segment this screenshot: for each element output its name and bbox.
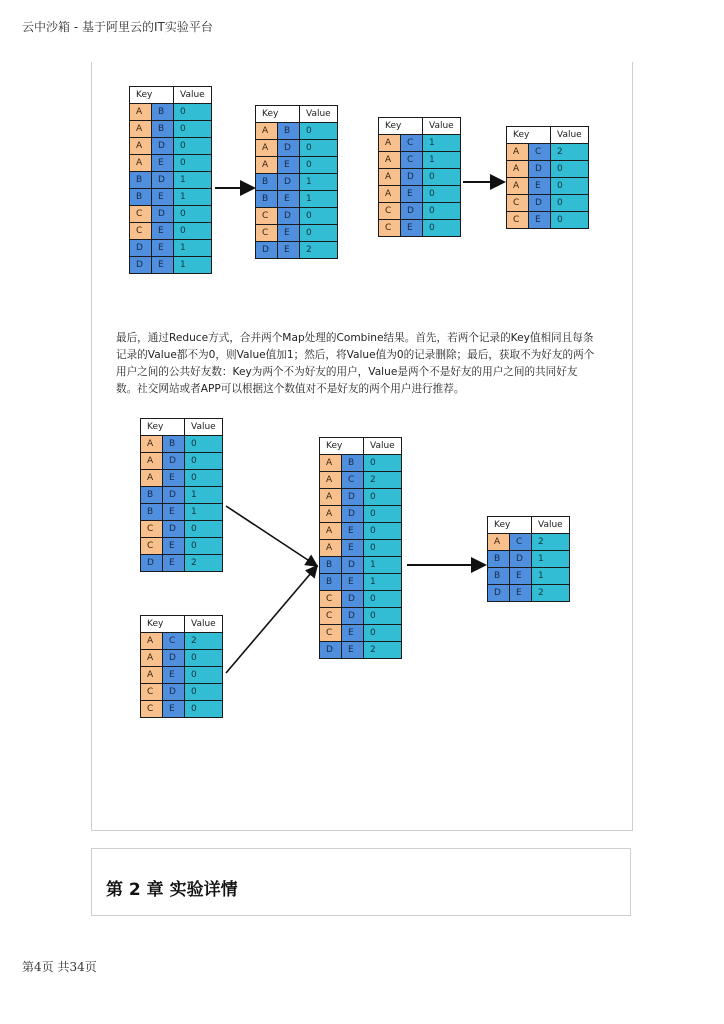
key-cell-2: E <box>278 157 300 174</box>
key-cell-2: D <box>342 489 364 506</box>
table-row <box>379 152 461 169</box>
table-combined-map-b <box>506 126 589 229</box>
value-cell: 2 <box>185 633 223 650</box>
value-cell: 2 <box>532 534 570 551</box>
key-cell-1: C <box>141 701 163 718</box>
table-row <box>507 178 589 195</box>
key-cell-2: E <box>342 574 364 591</box>
value-cell: 0 <box>364 506 402 523</box>
key-cell-2: E <box>342 625 364 642</box>
key-cell-1: A <box>141 470 163 487</box>
key-cell-1: B <box>141 487 163 504</box>
key-cell-1: C <box>507 212 529 229</box>
value-cell: 1 <box>364 574 402 591</box>
key-cell-2: E <box>152 257 174 274</box>
value-cell: 1 <box>532 568 570 585</box>
key-cell-1: A <box>507 161 529 178</box>
value-cell: 1 <box>174 189 212 206</box>
table-header-row <box>256 106 338 123</box>
key-cell-2: D <box>529 195 551 212</box>
key-cell-1: D <box>130 257 152 274</box>
value-cell: 0 <box>364 625 402 642</box>
table-row <box>256 174 338 191</box>
value-cell: 2 <box>532 585 570 602</box>
value-cell: 0 <box>300 140 338 157</box>
key-cell-1: C <box>141 521 163 538</box>
header-value: Value <box>364 438 402 455</box>
table-row <box>379 186 461 203</box>
table-row <box>141 555 223 572</box>
key-cell-2: D <box>163 521 185 538</box>
table-row <box>141 633 223 650</box>
explanation-paragraph: 最后，通过Reduce方式，合并两个Map处理的Combine结果。首先，若两个记录的Key值相同且每条 记录的Value都不为0，则Value值加1；然后，将Value值为0的记录删除；最后，获取不为好友的两个 用户之间的公共好友数：Key为两个不为好友的用户，Value是两个不是好友的用户之间的共同好友 数。社交网站或者APP可以根据这个数值对不是好友的两个用户进行推荐。 <box>116 332 595 395</box>
key-cell-1: C <box>320 591 342 608</box>
header-key: Key <box>256 106 300 123</box>
key-cell-1: B <box>130 172 152 189</box>
value-cell: 1 <box>174 257 212 274</box>
header-key: Key <box>320 438 364 455</box>
key-cell-1: C <box>141 538 163 555</box>
header-key: Key <box>507 127 551 144</box>
key-cell-2: D <box>163 684 185 701</box>
key-cell-2: C <box>529 144 551 161</box>
key-cell-1: B <box>141 504 163 521</box>
table-row <box>379 135 461 152</box>
table-reduce-result <box>487 516 570 602</box>
key-cell-2: E <box>510 568 532 585</box>
key-cell-1: C <box>130 206 152 223</box>
value-cell: 0 <box>551 195 589 212</box>
key-cell-2: E <box>163 470 185 487</box>
key-cell-2: E <box>163 555 185 572</box>
key-cell-2: C <box>401 152 423 169</box>
key-cell-2: D <box>278 174 300 191</box>
key-cell-2: E <box>342 540 364 557</box>
table-header-row <box>488 517 570 534</box>
key-cell-1: B <box>488 568 510 585</box>
value-cell: 1 <box>364 557 402 574</box>
header-value: Value <box>300 106 338 123</box>
table-header-row <box>507 127 589 144</box>
table-row <box>320 455 402 472</box>
key-cell-2: E <box>510 585 532 602</box>
key-cell-1: B <box>256 191 278 208</box>
key-cell-1: B <box>488 551 510 568</box>
key-cell-1: A <box>141 633 163 650</box>
value-cell: 0 <box>300 225 338 242</box>
table-row <box>130 257 212 274</box>
value-cell: 0 <box>300 157 338 174</box>
table-row <box>141 684 223 701</box>
table-row <box>141 667 223 684</box>
table-row <box>507 212 589 229</box>
value-cell: 0 <box>364 489 402 506</box>
key-cell-1: D <box>488 585 510 602</box>
page-header: 云中沙箱 - 基于阿里云的IT实验平台 <box>22 20 213 34</box>
header-value: Value <box>551 127 589 144</box>
table-row <box>130 223 212 240</box>
key-cell-2: E <box>152 223 174 240</box>
key-cell-2: D <box>401 169 423 186</box>
value-cell: 2 <box>364 642 402 659</box>
value-cell: 0 <box>185 684 223 701</box>
key-cell-2: D <box>278 140 300 157</box>
table-row <box>379 203 461 220</box>
table-row <box>141 650 223 667</box>
value-cell: 0 <box>423 186 461 203</box>
header-value: Value <box>423 118 461 135</box>
key-cell-1: A <box>256 157 278 174</box>
key-cell-2: B <box>342 455 364 472</box>
value-cell: 0 <box>185 436 223 453</box>
value-cell: 0 <box>551 161 589 178</box>
header-value: Value <box>185 616 223 633</box>
table-row <box>507 195 589 212</box>
key-cell-2: C <box>510 534 532 551</box>
table-reduce-input-b <box>140 615 223 718</box>
value-cell: 1 <box>185 487 223 504</box>
table-row <box>130 138 212 155</box>
header-key: Key <box>379 118 423 135</box>
value-cell: 1 <box>300 174 338 191</box>
key-cell-2: C <box>401 135 423 152</box>
value-cell: 0 <box>364 591 402 608</box>
table-row <box>130 172 212 189</box>
key-cell-1: A <box>320 472 342 489</box>
key-cell-1: B <box>256 174 278 191</box>
key-cell-1: D <box>256 242 278 259</box>
key-cell-1: A <box>507 178 529 195</box>
table-initial-map-b <box>378 117 461 237</box>
table-header-row <box>320 438 402 455</box>
key-cell-2: E <box>529 178 551 195</box>
value-cell: 0 <box>185 521 223 538</box>
header-key: Key <box>141 616 185 633</box>
key-cell-2: C <box>163 633 185 650</box>
table-header-row <box>141 419 223 436</box>
key-cell-2: B <box>152 104 174 121</box>
key-cell-2: D <box>163 453 185 470</box>
key-cell-2: D <box>342 608 364 625</box>
key-cell-1: A <box>488 534 510 551</box>
value-cell: 1 <box>532 551 570 568</box>
key-cell-2: D <box>342 506 364 523</box>
key-cell-1: C <box>130 223 152 240</box>
value-cell: 1 <box>423 152 461 169</box>
table-row <box>320 625 402 642</box>
key-cell-1: B <box>130 189 152 206</box>
table-row <box>141 453 223 470</box>
table-row <box>320 642 402 659</box>
value-cell: 0 <box>185 667 223 684</box>
value-cell: 0 <box>364 540 402 557</box>
key-cell-2: E <box>342 523 364 540</box>
table-row <box>256 123 338 140</box>
value-cell: 0 <box>185 453 223 470</box>
key-cell-2: D <box>152 172 174 189</box>
table-row <box>141 504 223 521</box>
key-cell-2: D <box>278 208 300 225</box>
key-cell-2: D <box>152 206 174 223</box>
chapter-section <box>91 848 631 916</box>
table-row <box>488 585 570 602</box>
value-cell: 2 <box>364 472 402 489</box>
key-cell-2: D <box>510 551 532 568</box>
table-header-row <box>130 87 212 104</box>
key-cell-2: B <box>278 123 300 140</box>
table-row <box>507 161 589 178</box>
key-cell-2: E <box>163 504 185 521</box>
value-cell: 1 <box>300 191 338 208</box>
key-cell-1: D <box>141 555 163 572</box>
value-cell: 2 <box>185 555 223 572</box>
table-row <box>507 144 589 161</box>
value-cell: 0 <box>174 121 212 138</box>
value-cell: 1 <box>423 135 461 152</box>
key-cell-1: A <box>130 155 152 172</box>
value-cell: 0 <box>174 104 212 121</box>
key-cell-2: D <box>163 487 185 504</box>
key-cell-1: D <box>320 642 342 659</box>
key-cell-1: C <box>256 208 278 225</box>
key-cell-2: D <box>163 650 185 667</box>
value-cell: 0 <box>174 206 212 223</box>
key-cell-2: E <box>152 240 174 257</box>
table-row <box>130 206 212 223</box>
table-row <box>141 487 223 504</box>
key-cell-1: C <box>320 608 342 625</box>
table-row <box>320 557 402 574</box>
table-merged <box>319 437 402 659</box>
key-cell-2: E <box>278 191 300 208</box>
key-cell-2: E <box>342 642 364 659</box>
value-cell: 1 <box>174 240 212 257</box>
table-row <box>320 608 402 625</box>
key-cell-1: D <box>130 240 152 257</box>
key-cell-1: A <box>141 650 163 667</box>
table-row <box>256 157 338 174</box>
key-cell-1: C <box>256 225 278 242</box>
table-header-row <box>379 118 461 135</box>
value-cell: 0 <box>185 538 223 555</box>
key-cell-2: D <box>401 203 423 220</box>
key-cell-2: E <box>152 155 174 172</box>
key-cell-1: A <box>379 152 401 169</box>
key-cell-2: D <box>342 557 364 574</box>
table-row <box>256 225 338 242</box>
key-cell-1: B <box>320 557 342 574</box>
value-cell: 0 <box>364 455 402 472</box>
value-cell: 0 <box>185 470 223 487</box>
key-cell-1: A <box>130 138 152 155</box>
header-key: Key <box>141 419 185 436</box>
table-row <box>320 523 402 540</box>
table-row <box>320 489 402 506</box>
key-cell-2: E <box>401 186 423 203</box>
table-row <box>130 121 212 138</box>
value-cell: 1 <box>174 172 212 189</box>
table-initial-map-a <box>129 86 212 274</box>
table-row <box>320 472 402 489</box>
key-cell-2: B <box>152 121 174 138</box>
table-row <box>130 104 212 121</box>
table-row <box>320 574 402 591</box>
key-cell-1: C <box>507 195 529 212</box>
table-row <box>256 208 338 225</box>
key-cell-2: E <box>278 225 300 242</box>
table-row <box>256 191 338 208</box>
key-cell-2: D <box>152 138 174 155</box>
value-cell: 0 <box>174 138 212 155</box>
key-cell-1: B <box>320 574 342 591</box>
key-cell-2: D <box>342 591 364 608</box>
key-cell-2: E <box>152 189 174 206</box>
key-cell-1: C <box>379 220 401 237</box>
header-value: Value <box>174 87 212 104</box>
table-row <box>488 568 570 585</box>
key-cell-1: C <box>141 684 163 701</box>
key-cell-1: A <box>320 489 342 506</box>
table-row <box>256 242 338 259</box>
key-cell-1: A <box>130 104 152 121</box>
table-combined-map-a <box>255 105 338 259</box>
key-cell-1: A <box>320 523 342 540</box>
table-row <box>141 470 223 487</box>
key-cell-1: A <box>141 436 163 453</box>
key-cell-1: A <box>256 140 278 157</box>
table-header-row <box>141 616 223 633</box>
header-key: Key <box>130 87 174 104</box>
key-cell-1: A <box>256 123 278 140</box>
key-cell-1: C <box>320 625 342 642</box>
table-row <box>130 155 212 172</box>
value-cell: 0 <box>300 208 338 225</box>
key-cell-2: D <box>529 161 551 178</box>
chapter-title: 第 2 章 实验详情 <box>106 880 238 900</box>
table-row <box>488 534 570 551</box>
value-cell: 2 <box>551 144 589 161</box>
value-cell: 2 <box>300 242 338 259</box>
table-row <box>141 436 223 453</box>
table-row <box>141 521 223 538</box>
key-cell-1: C <box>379 203 401 220</box>
key-cell-1: A <box>379 169 401 186</box>
table-row <box>141 538 223 555</box>
header-value: Value <box>532 517 570 534</box>
header-value: Value <box>185 419 223 436</box>
table-row <box>320 591 402 608</box>
key-cell-1: A <box>130 121 152 138</box>
table-row <box>130 189 212 206</box>
key-cell-1: A <box>379 135 401 152</box>
value-cell: 0 <box>551 212 589 229</box>
value-cell: 1 <box>185 504 223 521</box>
table-row <box>488 551 570 568</box>
value-cell: 0 <box>185 701 223 718</box>
key-cell-1: A <box>379 186 401 203</box>
key-cell-2: E <box>529 212 551 229</box>
page-footer: 第4页 共34页 <box>22 960 97 974</box>
table-row <box>320 506 402 523</box>
header-key: Key <box>488 517 532 534</box>
table-row <box>320 540 402 557</box>
value-cell: 0 <box>423 220 461 237</box>
value-cell: 0 <box>423 203 461 220</box>
table-reduce-input-a <box>140 418 223 572</box>
value-cell: 0 <box>185 650 223 667</box>
key-cell-2: C <box>342 472 364 489</box>
value-cell: 0 <box>423 169 461 186</box>
key-cell-2: E <box>401 220 423 237</box>
table-row <box>379 169 461 186</box>
key-cell-2: E <box>278 242 300 259</box>
key-cell-2: E <box>163 538 185 555</box>
value-cell: 0 <box>174 223 212 240</box>
value-cell: 0 <box>174 155 212 172</box>
table-row <box>141 701 223 718</box>
value-cell: 0 <box>300 123 338 140</box>
key-cell-2: E <box>163 701 185 718</box>
key-cell-2: B <box>163 436 185 453</box>
table-row <box>130 240 212 257</box>
key-cell-1: A <box>141 667 163 684</box>
key-cell-1: A <box>320 540 342 557</box>
key-cell-1: A <box>507 144 529 161</box>
key-cell-1: A <box>320 455 342 472</box>
table-row <box>379 220 461 237</box>
value-cell: 0 <box>364 523 402 540</box>
key-cell-1: A <box>320 506 342 523</box>
table-row <box>256 140 338 157</box>
value-cell: 0 <box>551 178 589 195</box>
value-cell: 0 <box>364 608 402 625</box>
key-cell-2: E <box>163 667 185 684</box>
key-cell-1: A <box>141 453 163 470</box>
